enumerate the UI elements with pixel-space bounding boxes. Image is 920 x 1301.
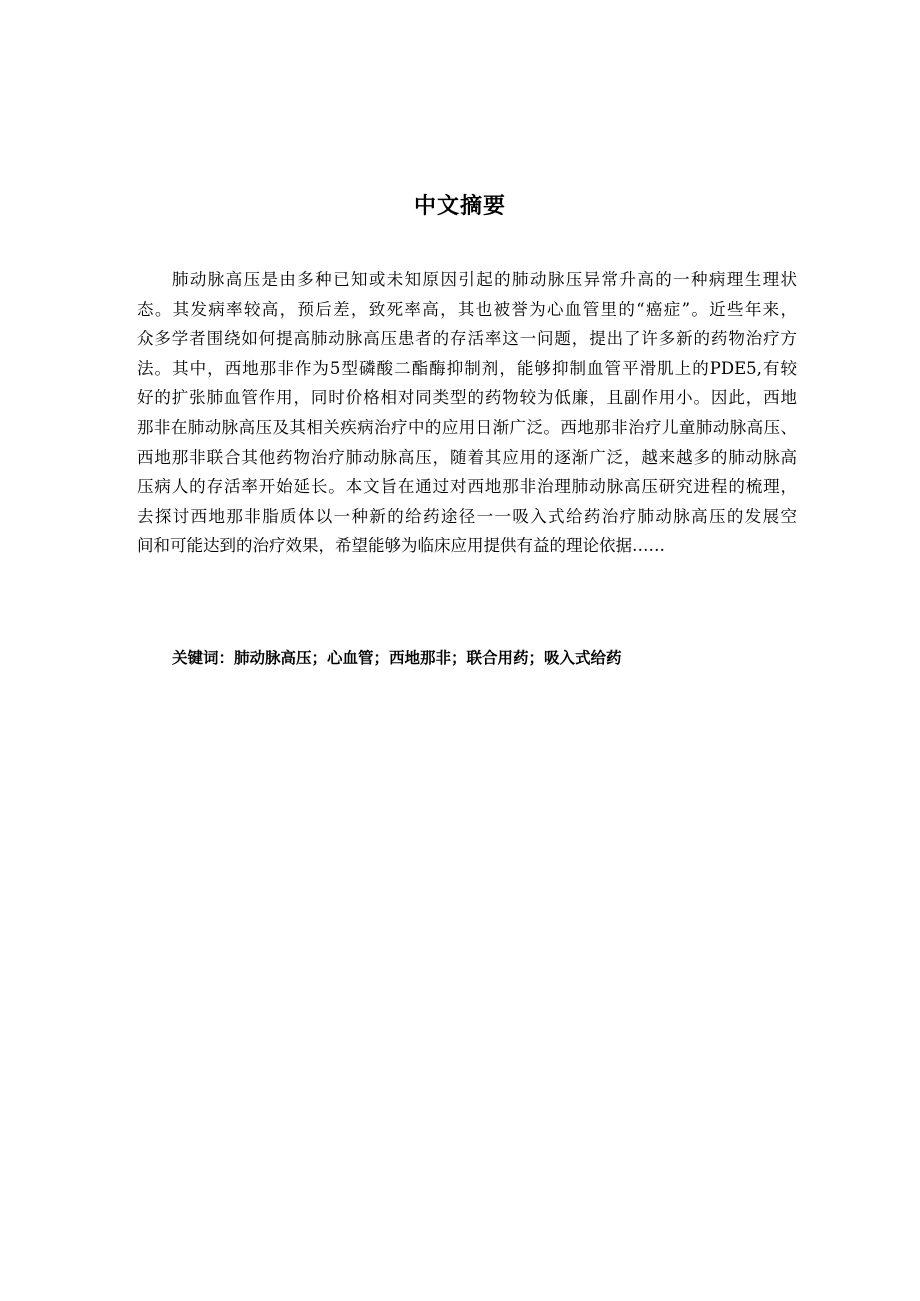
- keywords-line: 关键词：肺动脉高压；心血管；西地那非；联合用药；吸入式给药: [172, 649, 622, 667]
- abstract-line: 那非在肺动脉高压及其相关疾病治疗中的应用日渐广泛。西地那非治疗儿童肺动脉高压、: [137, 417, 797, 437]
- abstract-line: 西地那非联合其他药物治疗肺动脉高压，随着其应用的逐渐广泛，越来越多的肺动脉高: [137, 447, 797, 467]
- abstract-body: [137, 265, 797, 561]
- abstract-title: 中文摘要: [413, 194, 506, 219]
- abstract-line: 态。其发病率较高，预后差，致死率高，其也被誉为心血管里的“癌症”。近些年来，: [137, 299, 797, 319]
- abstract-line: 压病人的存活率开始延长。本文旨在通过对西地那非治理肺动脉高压研究进程的梳理，: [137, 477, 797, 497]
- abstract-line: 法。其中，西地那非作为5型磷酸二酯酶抑制剂，能够抑制血管平滑肌上的PDE5,有较: [137, 358, 797, 378]
- abstract-line: 间和可能达到的治疗效果，希望能够为临床应用提供有益的理论依据……: [137, 536, 665, 556]
- abstract-line: 去探讨西地那非脂质体以一种新的给药途径一一吸入式给药治疗肺动脉高压的发展空: [137, 506, 797, 526]
- abstract-line: 好的扩张肺血管作用，同时价格相对同类型的药物较为低廉，且副作用小。因此，西地: [137, 388, 797, 408]
- abstract-line: 众多学者围绕如何提高肺动脉高压患者的存活率这一问题，提出了许多新的药物治疗方: [137, 329, 797, 349]
- abstract-line: 肺动脉高压是由多种已知或未知原因引起的肺动脉压异常升高的一种病理生理状: [172, 270, 797, 289]
